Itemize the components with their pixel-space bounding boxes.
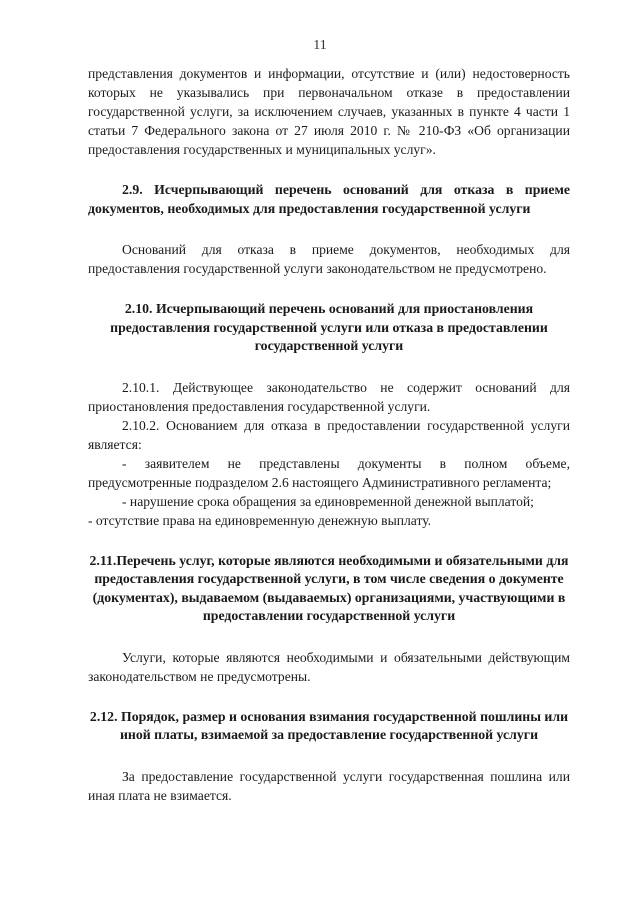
paragraph-2-10-1: 2.10.1. Действующее законодательство не содержит оснований для приостановления предоставления государственной услуги. [88, 379, 570, 414]
list-item-3: - отсутствие права на единовременную денежную выплату. [88, 512, 432, 528]
page-number: 11 [313, 38, 327, 53]
paragraph-2-12: За предоставление государственной услуги государственная пошлина или иная плата не взимается. [88, 768, 570, 803]
heading-2-12: 2.12. Порядок, размер и основания взимания государственной пошлины или иной платы, взимаемой за предоставление государственной услуги [89, 708, 569, 742]
list-item-2: - нарушение срока обращения за единовременной денежной выплатой; [122, 493, 534, 509]
paragraph-2-11: Услуги, которые являются необходимыми и обязательными действующим законодательством не предусмотрены. [88, 649, 570, 684]
heading-2-9: 2.9. Исчерпывающий перечень оснований для отказа в приеме документов, необходимых для предоставления государственной услуги [88, 182, 570, 216]
heading-2-11: 2.11.Перечень услуг, которые являются необходимыми и обязательными для предоставления государственной услуги, в том числе сведения о документе (документах), выдаваемом (выдаваемых) организациями, участвующими в предоставлении государственной услуги [89, 552, 569, 623]
paragraph-2-10-2: 2.10.2. Основанием для отказа в предоставлении государственной услуги является: [88, 417, 570, 452]
heading-2-10: 2.10. Исчерпывающий перечень оснований для приостановления предоставления государственной услуги или отказа в предоставлении государственной услуги [110, 301, 548, 353]
paragraph-continuation: представления документов и информации, отсутствие и (или) недостоверность которых не указывались при первоначальном отказе в предоставлении государственной услуги, за исключением случаев, указанных в пункте 4 части 1 статьи 7 Федерального закона от 27 июля 2010 г. № 210-ФЗ «Об организации предоставления государственных и муниципальных услуг». [88, 66, 570, 157]
list-item-1: - заявителем не представлены документы в полном объеме, предусмотренные подразделом 2.6 настоящего Административного регламента; [88, 455, 570, 490]
paragraph-2-9: Оснований для отказа в приеме документов, необходимых для предоставления государственной услуги законодательством не предусмотрено. [88, 242, 570, 276]
page-content [88, 64, 570, 805]
